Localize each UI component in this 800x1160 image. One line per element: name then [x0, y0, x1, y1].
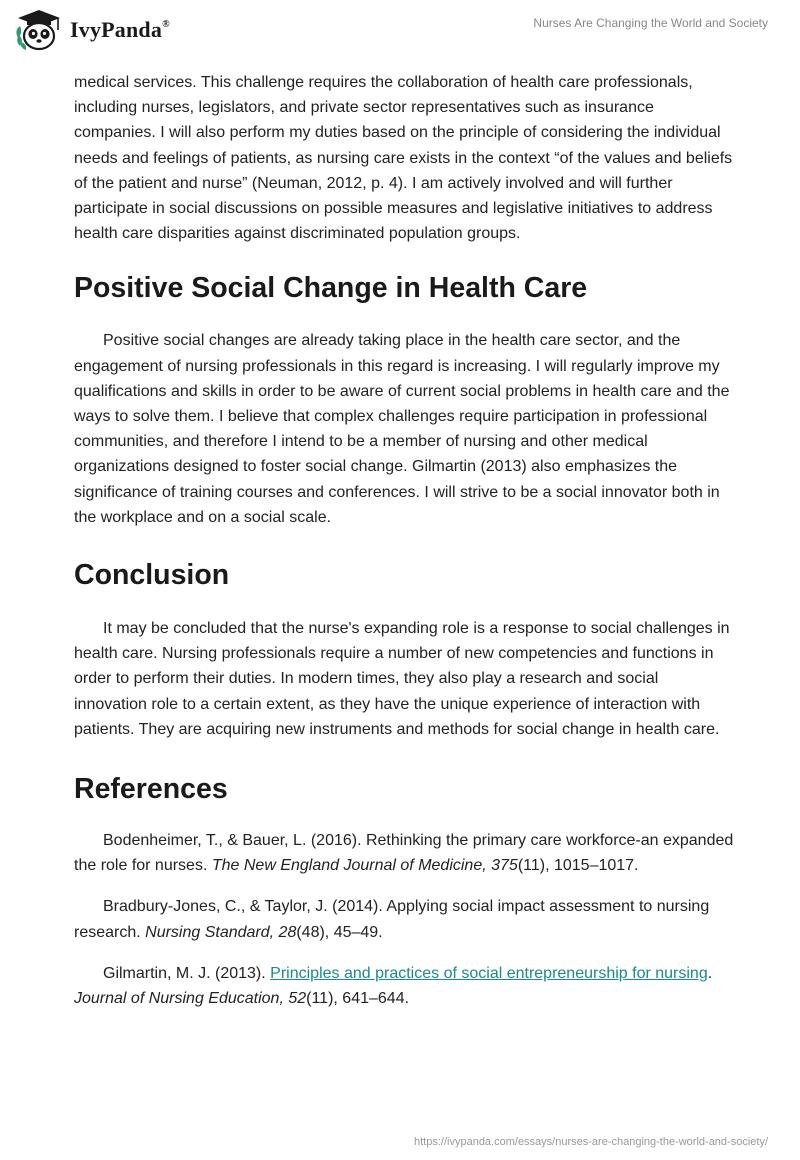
- social-change-paragraph: Positive social changes are already taking place in the health care sector, and the engagement of nursing professionals in this regard is increasing. I will regularly improve my qualifications and skills in order to be aware of current social problems in health care and the ways to solve them. I believe that complex challenges require participation in professional communities, and therefore I intend to be a member of nursing and other medical organizations designed to foster social change. Gilmartin (2013) also emphasizes the significance of training courses and conferences. I will strive to be a social innovator both in the workplace and on a social scale.: [74, 332, 730, 526]
- heading-positive-social-change: Positive Social Change in Health Care: [74, 272, 588, 305]
- reference-journal: Journal of Nursing Education, 52: [74, 990, 307, 1008]
- page-header: [0, 0, 800, 64]
- conclusion-paragraph: It may be concluded that the nurse's expanding role is a response to social challenges in health care. Nursing professionals require a number of new competencies and functions in order to perform their duties. In modern times, they also play a research and social innovation role to a certain extent, as they have the unique experience of interaction with patients. They are acquiring new instruments and methods for social change in health care.: [74, 620, 730, 738]
- footer-source-url[interactable]: https://ivypanda.com/essays/nurses-are-changing-the-world-and-society/: [414, 1136, 768, 1148]
- brand-name: IvyPanda®: [70, 17, 170, 42]
- heading-conclusion: Conclusion: [74, 559, 230, 592]
- intro-paragraph: medical services. This challenge requires the collaboration of health care professionals, including nurses, legislators, and private sector representatives such as insurance companies. I will also perform my duties based on the principle of considering the individual needs and feelings of patients, as nursing care exists in the context “of the values and beliefs of the patient and nurse” (Neuman, 2012, p. 4). I am actively involved and will further participate in social discussions on possible measures and legislative initiatives to address health care disparities against discriminated population groups.: [74, 74, 733, 243]
- ivypanda-logo[interactable]: [14, 8, 170, 52]
- reference-journal: Nursing Standard, 28: [145, 923, 297, 941]
- reference-item: Bodenheimer, T., & Bauer, L. (2016). Rethinking the primary care workforce-an expanded the role for nurses. The New England Journal of Medicine, 375(11), 1015–1017.: [74, 832, 734, 875]
- reference-item: Bradbury-Jones, C., & Taylor, J. (2014). Applying social impact assessment to nursing research. Nursing Standard, 28(48), 45–49.: [74, 898, 710, 941]
- essay-content: [74, 70, 734, 1027]
- document-title: Nurses Are Changing the World and Society: [533, 16, 768, 30]
- heading-references: References: [74, 773, 228, 806]
- reference-journal: The New England Journal of Medicine, 375: [211, 857, 518, 875]
- reference-item: Gilmartin, M. J. (2013). Principles and practices of social entrepreneurship for nursing. Journal of Nursing Education, 52(11), 641–644.: [74, 964, 713, 1008]
- reference-link-social-entrepreneurship[interactable]: Principles and practices of social entrepreneurship for nursing: [270, 964, 708, 982]
- panda-icon: [14, 8, 64, 52]
- registered-mark: ®: [162, 18, 170, 30]
